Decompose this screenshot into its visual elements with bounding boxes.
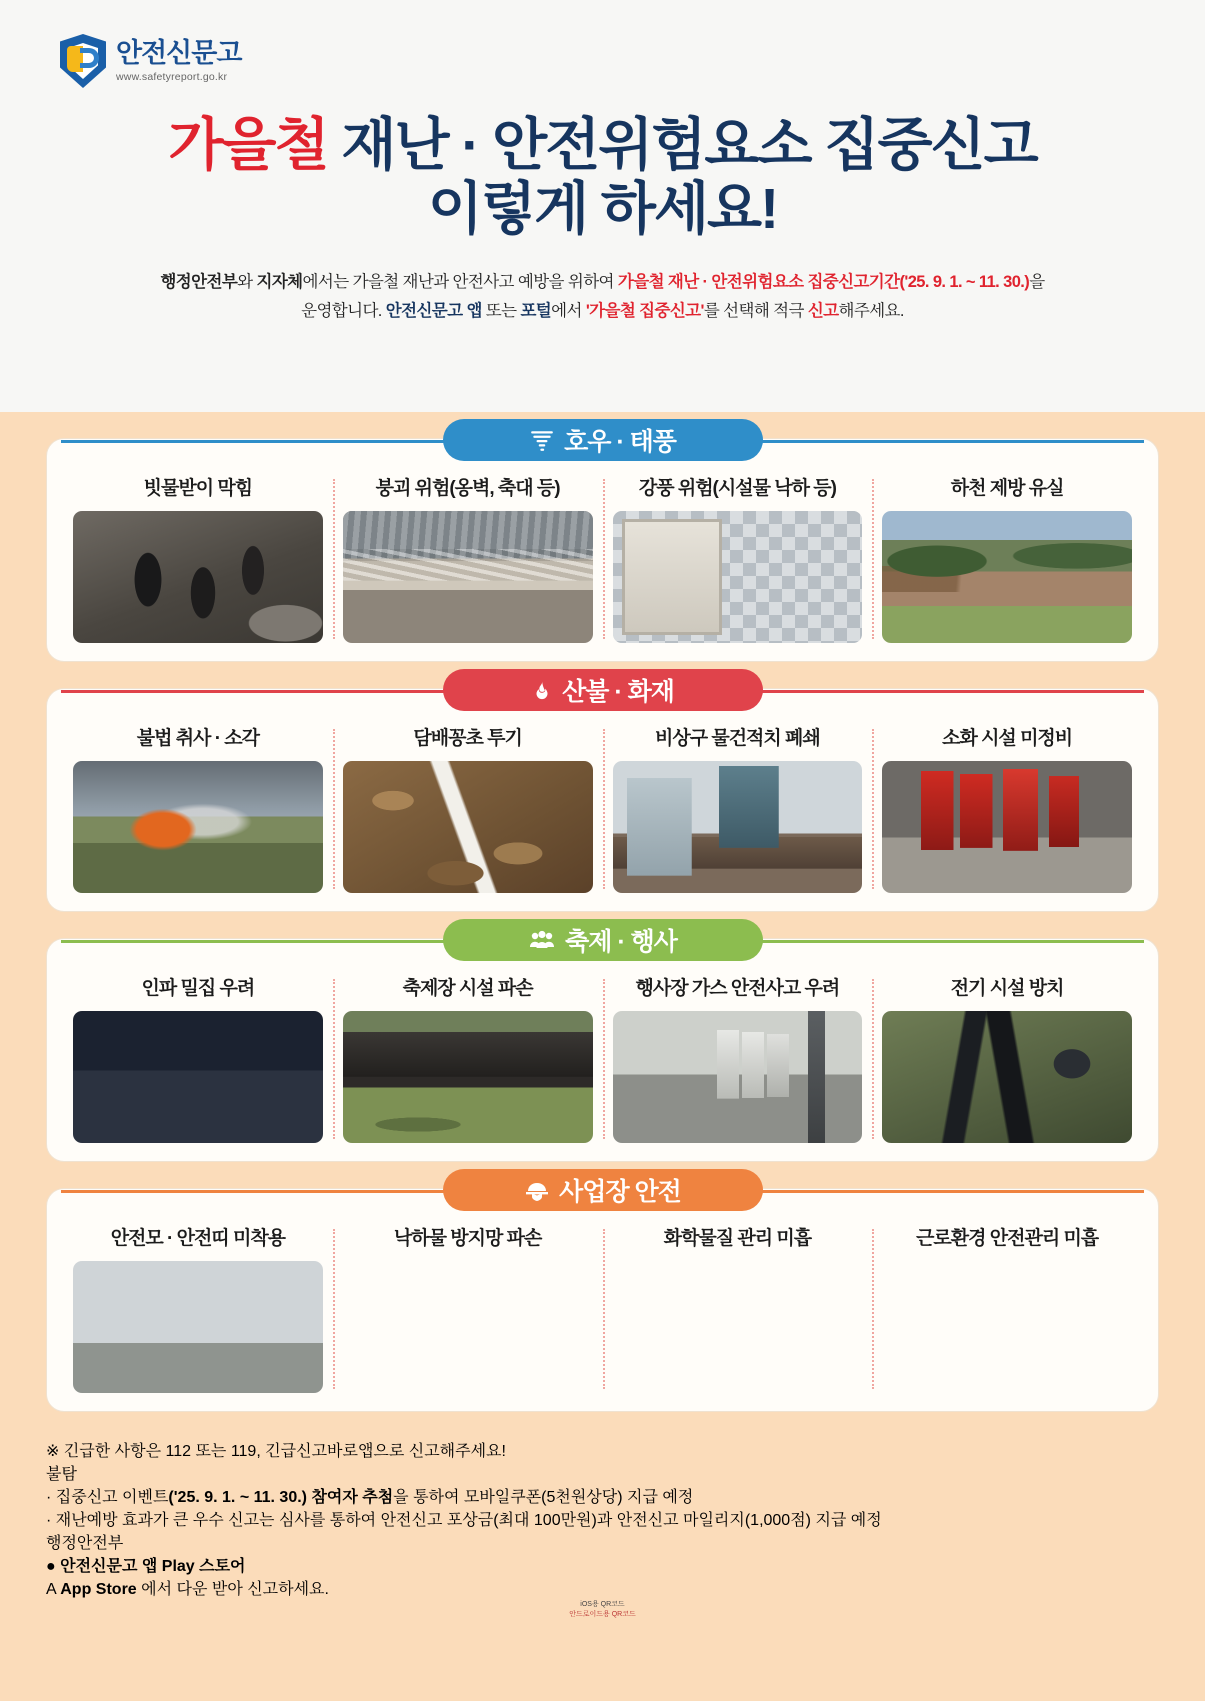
ev2-a: · 재난예방 효과가 큰 xyxy=(46,1512,193,1529)
ev1-d: 참여자 추첨 xyxy=(311,1489,394,1506)
ev2-c: 는 심사를 통하여 xyxy=(259,1512,381,1529)
section-title-workplace xyxy=(443,1169,763,1211)
ev1-c: ('25. 9. 1. ~ 11. 30.) xyxy=(168,1489,312,1506)
item-label: 근로환경 안전관리 미흡 xyxy=(916,1228,1099,1249)
list-item xyxy=(603,973,873,1143)
bullet-icon: ● xyxy=(46,1558,56,1575)
poster-body xyxy=(0,412,1205,1701)
item-label: 인파 밀집 우려 xyxy=(141,978,255,999)
bee-mascot-icon xyxy=(46,1461,1159,1484)
item-label: 담배꽁초 투기 xyxy=(413,728,522,749)
storm-icon xyxy=(529,427,555,453)
ministry-name: 행정안전부 xyxy=(46,1535,124,1552)
qr-ios[interactable] xyxy=(46,1599,1159,1609)
item-label: 안전모 · 안전띠 미착용 xyxy=(110,1228,286,1249)
lead-agency: 행정안전부 xyxy=(160,272,238,291)
lead-t6: 에서 xyxy=(551,301,586,320)
item-photo xyxy=(73,761,323,893)
item-photo xyxy=(613,1011,863,1143)
emergency-suffix: , 긴급신고바로앱으로 신고해주세요! xyxy=(256,1443,506,1460)
lead-report: 신고 xyxy=(807,301,839,320)
lead-t4: 운영합니다. xyxy=(301,301,386,320)
list-item xyxy=(333,723,603,893)
item-label: 화학물질 관리 미흡 xyxy=(663,1228,812,1249)
section-title-text: 축제 · 행사 xyxy=(565,928,677,956)
list-item xyxy=(63,973,333,1143)
list-item xyxy=(872,723,1142,893)
section-title-fire xyxy=(443,669,763,711)
worker-safety-icon xyxy=(524,1178,550,1202)
ev1-a: · xyxy=(46,1489,56,1506)
ev2-e: 과 xyxy=(596,1512,617,1529)
store-instruction: 에서 다운 받아 신고하세요. xyxy=(136,1581,329,1598)
page-title xyxy=(60,114,1145,242)
item-photo xyxy=(882,511,1132,643)
lead-t8: 해주세요. xyxy=(838,301,904,320)
list-item xyxy=(603,1223,873,1393)
poster-footer xyxy=(46,1530,1159,1619)
app-store-icon: A xyxy=(46,1581,56,1598)
item-label: 소화 시설 미정비 xyxy=(942,728,1073,749)
poster-header xyxy=(0,0,1205,412)
ev1-g: 지급 예정 xyxy=(622,1489,694,1506)
ev1-e: 을 통하여 xyxy=(393,1489,464,1506)
item-photo xyxy=(882,1261,1132,1393)
list-item xyxy=(63,723,333,893)
brand-logo xyxy=(60,0,1145,88)
emergency-banner xyxy=(46,1438,1159,1461)
list-item xyxy=(63,1223,333,1393)
section-festival xyxy=(46,928,1159,1162)
title-rest: 재난 · 안전위험요소 집중신고 xyxy=(341,113,1037,177)
item-photo xyxy=(882,761,1132,893)
item-label: 붕괴 위험(옹벽, 축대 등) xyxy=(375,478,560,499)
ev1-b: 집중신고 이벤트 xyxy=(55,1489,169,1506)
store-line-2 xyxy=(46,1576,1159,1599)
section-title-storm xyxy=(443,419,763,461)
section-title-text: 산불 · 화재 xyxy=(562,678,674,706)
item-photo xyxy=(73,1261,323,1393)
fire-icon xyxy=(531,677,553,703)
item-label: 불법 취사 · 소각 xyxy=(136,728,260,749)
lead-t3: 을 xyxy=(1029,272,1045,291)
item-photo xyxy=(343,1261,593,1393)
emergency-prefix: ※ 긴급한 사항은 xyxy=(46,1443,166,1460)
brand-title: 안전신문고 xyxy=(116,38,242,69)
lead-paragraph xyxy=(60,268,1145,326)
event-line-1 xyxy=(46,1484,1159,1507)
list-item xyxy=(872,973,1142,1143)
section-title-festival xyxy=(443,919,763,961)
event-box xyxy=(46,1484,1159,1530)
app-name: 안전신문고 앱 xyxy=(60,1558,158,1575)
play-store-label: Play 스토어 xyxy=(161,1558,246,1575)
list-item xyxy=(333,1223,603,1393)
brand-url: www.safetyreport.go.kr xyxy=(116,70,228,83)
item-label: 낙하물 방지망 파손 xyxy=(393,1228,542,1249)
item-photo xyxy=(343,761,593,893)
app-store-label: App Store xyxy=(60,1581,137,1598)
section-workplace xyxy=(46,1178,1159,1412)
event-line-2 xyxy=(46,1507,1159,1530)
store-line-1 xyxy=(46,1553,1159,1576)
lead-t1: 와 xyxy=(237,272,257,291)
crowd-icon xyxy=(528,929,556,951)
lead-app: 안전신문고 앱 xyxy=(385,301,482,320)
list-item xyxy=(333,973,603,1143)
list-item xyxy=(333,473,603,643)
ev2-b: 우수 신고 xyxy=(192,1512,260,1529)
list-item xyxy=(872,1223,1142,1393)
emergency-mid: 또는 xyxy=(191,1443,231,1460)
lead-period: 가을철 재난 · 안전위험요소 집중신고기간('25. 9. 1. ~ 11. 30.) xyxy=(617,272,1030,291)
section-storm xyxy=(46,428,1159,662)
ev1-f: 모바일쿠폰(5천원상당) xyxy=(463,1489,623,1506)
item-label: 빗물받이 막힘 xyxy=(143,478,253,499)
item-photo xyxy=(882,1011,1132,1143)
item-photo xyxy=(73,1011,323,1143)
section-fire xyxy=(46,678,1159,912)
list-item xyxy=(603,473,873,643)
lead-t7: 를 선택해 적극 xyxy=(703,301,808,320)
qr-android-caption: 안드로이드용 QR코드 xyxy=(569,1611,636,1618)
list-item xyxy=(872,473,1142,643)
item-photo xyxy=(613,511,863,643)
qr-android[interactable] xyxy=(46,1609,1159,1619)
emergency-number-112: 112 xyxy=(165,1443,191,1460)
item-label: 비상구 물건적치 폐쇄 xyxy=(655,728,820,749)
item-photo xyxy=(343,1011,593,1143)
ministry-logo xyxy=(46,1530,1159,1553)
shield-logo-icon xyxy=(60,34,106,88)
section-title-text: 사업장 안전 xyxy=(559,1178,681,1206)
lead-portal: 포털 xyxy=(520,301,552,320)
list-item xyxy=(603,723,873,893)
item-label: 행사장 가스 안전사고 우려 xyxy=(635,978,840,999)
app-store-info xyxy=(46,1553,1159,1619)
item-photo xyxy=(73,511,323,643)
ev2-g: 지급 예정 xyxy=(811,1512,882,1529)
section-title-text: 호우 · 태풍 xyxy=(564,428,676,456)
event-section xyxy=(46,1461,1159,1530)
lead-local: 지자체 xyxy=(256,272,303,291)
qr-ios-caption: iOS용 QR코드 xyxy=(580,1601,625,1608)
bee-ribbon-label: 불탐 xyxy=(46,1466,77,1483)
title-line-2: 이렇게 하세요! xyxy=(427,176,778,241)
ev2-f: 안전신고 마일리지(1,000점) xyxy=(616,1512,811,1529)
item-label: 전기 시설 방치 xyxy=(950,978,1064,999)
title-highlight: 가을철 xyxy=(168,113,328,177)
lead-quote: '가을철 집중신고' xyxy=(585,301,704,320)
lead-t2: 에서는 가을철 재난과 안전사고 예방을 위하여 xyxy=(302,272,618,291)
item-photo xyxy=(613,1261,863,1393)
item-label: 축제장 시설 파손 xyxy=(402,978,533,999)
emergency-number-119: 119 xyxy=(230,1443,257,1460)
lead-t5: 또는 xyxy=(481,301,521,320)
list-item xyxy=(63,473,333,643)
item-photo xyxy=(343,511,593,643)
item-label: 하천 제방 유실 xyxy=(950,478,1064,499)
item-label: 강풍 위험(시설물 낙하 등) xyxy=(638,478,836,499)
item-photo xyxy=(613,761,863,893)
ev2-d: 안전신고 포상금(최대 100만원) xyxy=(380,1512,597,1529)
